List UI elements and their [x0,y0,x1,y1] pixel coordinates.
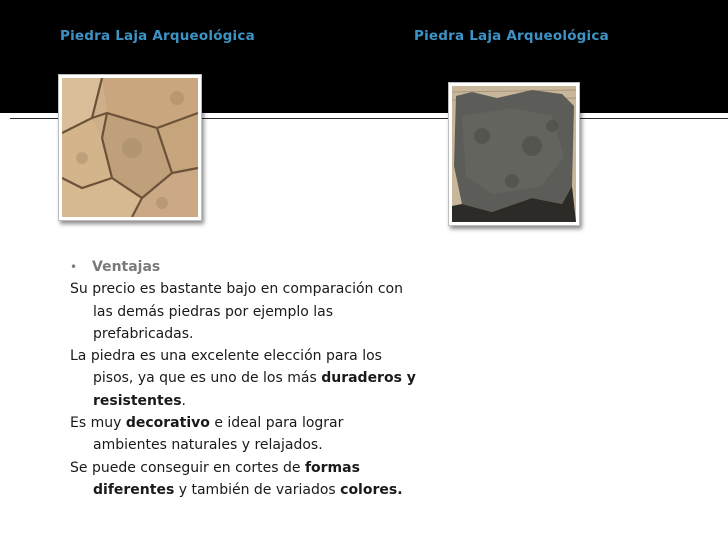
p2-end: . [181,392,186,409]
beige-stone-image [62,78,198,217]
paragraph-shapes-colors [70,457,420,502]
paragraph-durability [70,345,420,412]
bullet-dot-icon: • [70,260,78,274]
paragraph-decorative [70,412,420,457]
content-text [70,256,420,501]
photo-beige-stone [58,74,202,221]
p4-mid: y también de variados [174,481,341,498]
p4-bold1: formas diferentes [93,459,360,498]
paragraph-price [70,278,420,345]
p2-bold: duraderos y resistentes [93,370,416,409]
photo-gray-stone [448,82,580,226]
p1-text: Su precio es bastante bajo en comparación con las demás piedras por ejemplo las prefabricadas. [70,281,403,342]
p4-bold2: colores. [340,481,403,498]
p3-bold: decorativo [125,415,210,432]
title-right: Piedra Laja Arqueológica [414,28,609,44]
p3-start: Es muy [70,415,126,432]
bullet-heading [70,256,420,278]
title-left: Piedra Laja Arqueológica [60,28,255,44]
p3-end: e ideal para lograr ambientes naturales y relajados. [93,415,344,454]
p2-start: La piedra es una excelente elección para los pisos, ya que es uno de los más [70,348,382,387]
p4-start: Se puede conseguir en cortes de [70,459,305,476]
bullet-text: Ventajas [92,259,161,275]
gray-stone-image [452,86,576,222]
